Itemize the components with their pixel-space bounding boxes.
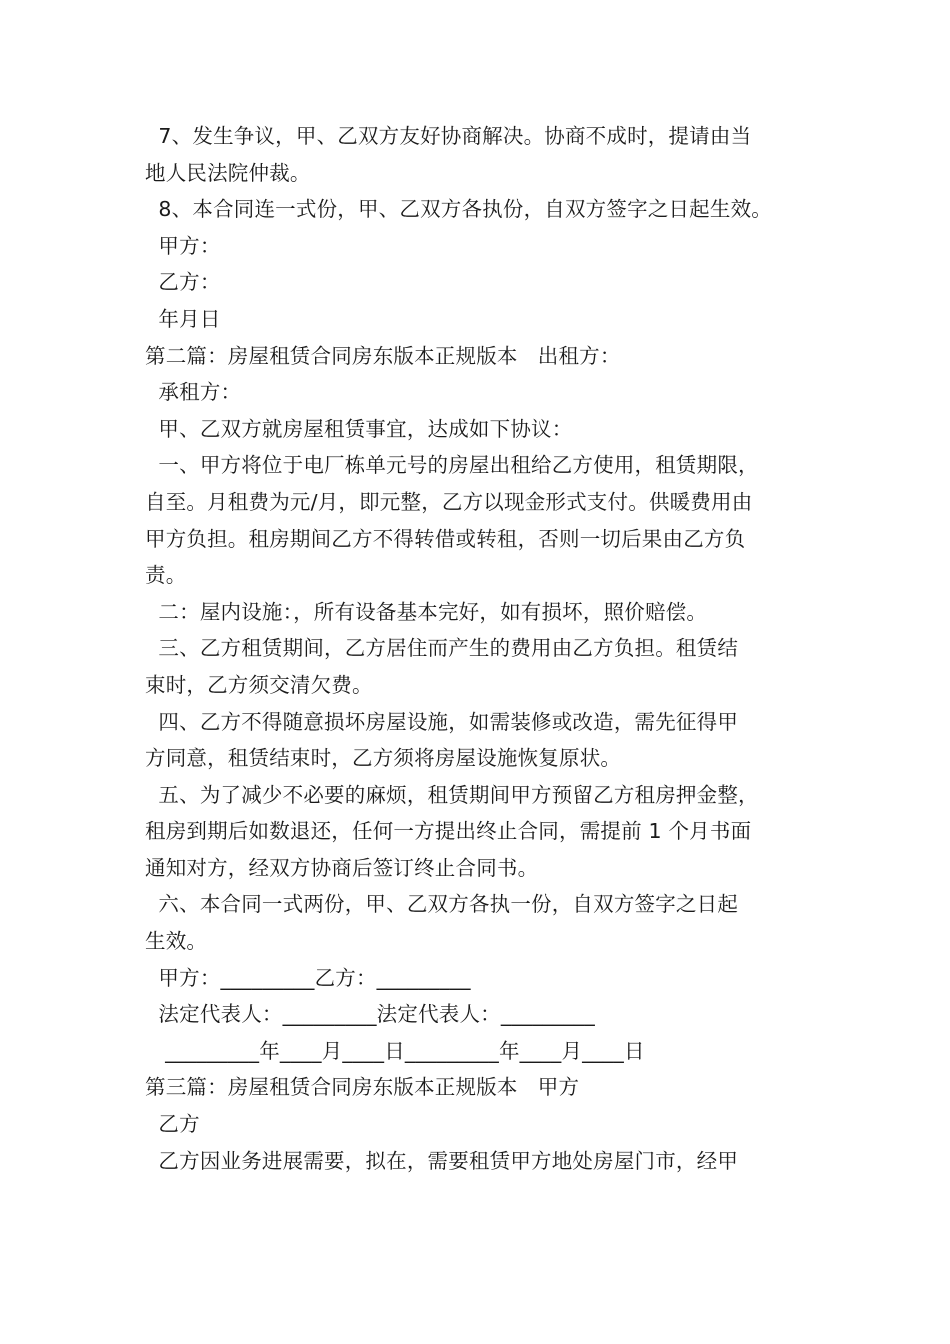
text-line: 承租方：	[145, 380, 242, 405]
text-line: 六、本合同一式两份，甲、乙双方各执一份，自双方签字之日起	[145, 892, 739, 917]
text-line: 五、为了减少不必要的麻烦，租赁期间甲方预留乙方租房押金整，	[145, 782, 759, 807]
text-line: 束时，乙方须交清欠费。	[145, 672, 373, 697]
text-line: 二：屋内设施：，所有设备基本完好，如有损坏，照价赔偿。	[145, 599, 708, 624]
document-body	[145, 118, 810, 1179]
text-line: 生效。	[145, 929, 208, 954]
text-line: 甲方负担。租房期间乙方不得转借或转租，否则一切后果由乙方负	[145, 526, 746, 551]
text-line: 自至。月租费为元/月，即元整，乙方以现金形式支付。供暖费用由	[145, 489, 753, 514]
text-line: 三、乙方租赁期间，乙方居住而产生的费用由乙方负担。租赁结	[145, 636, 739, 661]
text-line: 7、发生争议，甲、乙双方友好协商解决。协商不成时，提请由当	[145, 124, 752, 148]
text-line: 年月日	[145, 306, 221, 331]
text-line: 责。	[145, 563, 187, 588]
signature-line: 法定代表人：_________法定代表人：_________	[145, 1002, 595, 1027]
text-line: 甲、乙双方就房屋租赁事宜，达成如下协议：	[145, 416, 573, 441]
text-line: 8、本合同连一式份，甲、乙双方各执份，自双方签字之日起生效。	[145, 197, 772, 222]
text-line: 一、甲方将位于电厂栋单元号的房屋出租给乙方使用，租赁期限，	[145, 453, 759, 478]
text-line: 乙方	[145, 1112, 200, 1137]
section-heading: 第三篇：房屋租赁合同房东版本正规版本 甲方	[145, 1075, 580, 1100]
text-line: 乙方：	[145, 270, 221, 295]
text-line: 通知对方，经双方协商后签订终止合同书。	[145, 855, 539, 880]
text-line: 方同意，租赁结束时，乙方须将房屋设施恢复原状。	[145, 746, 622, 771]
section-heading: 第二篇：房屋租赁合同房东版本正规版本 出租方：	[145, 343, 621, 368]
text-line: 地人民法院仲裁。	[145, 160, 311, 185]
text-line: 四、乙方不得随意损坏房屋设施，如需装修或改造，需先征得甲	[145, 709, 739, 734]
text-line: 租房到期后如数退还，任何一方提出终止合同，需提前 1 个月书面	[145, 819, 752, 844]
text-line: 甲方：	[145, 233, 221, 258]
date-line: _________年____月____日_________年____月____日	[145, 1038, 645, 1063]
signature-line: 甲方：_________乙方：_________	[145, 965, 471, 990]
text-line: 乙方因业务进展需要，拟在，需要租赁甲方地处房屋门市，经甲	[145, 1148, 739, 1173]
